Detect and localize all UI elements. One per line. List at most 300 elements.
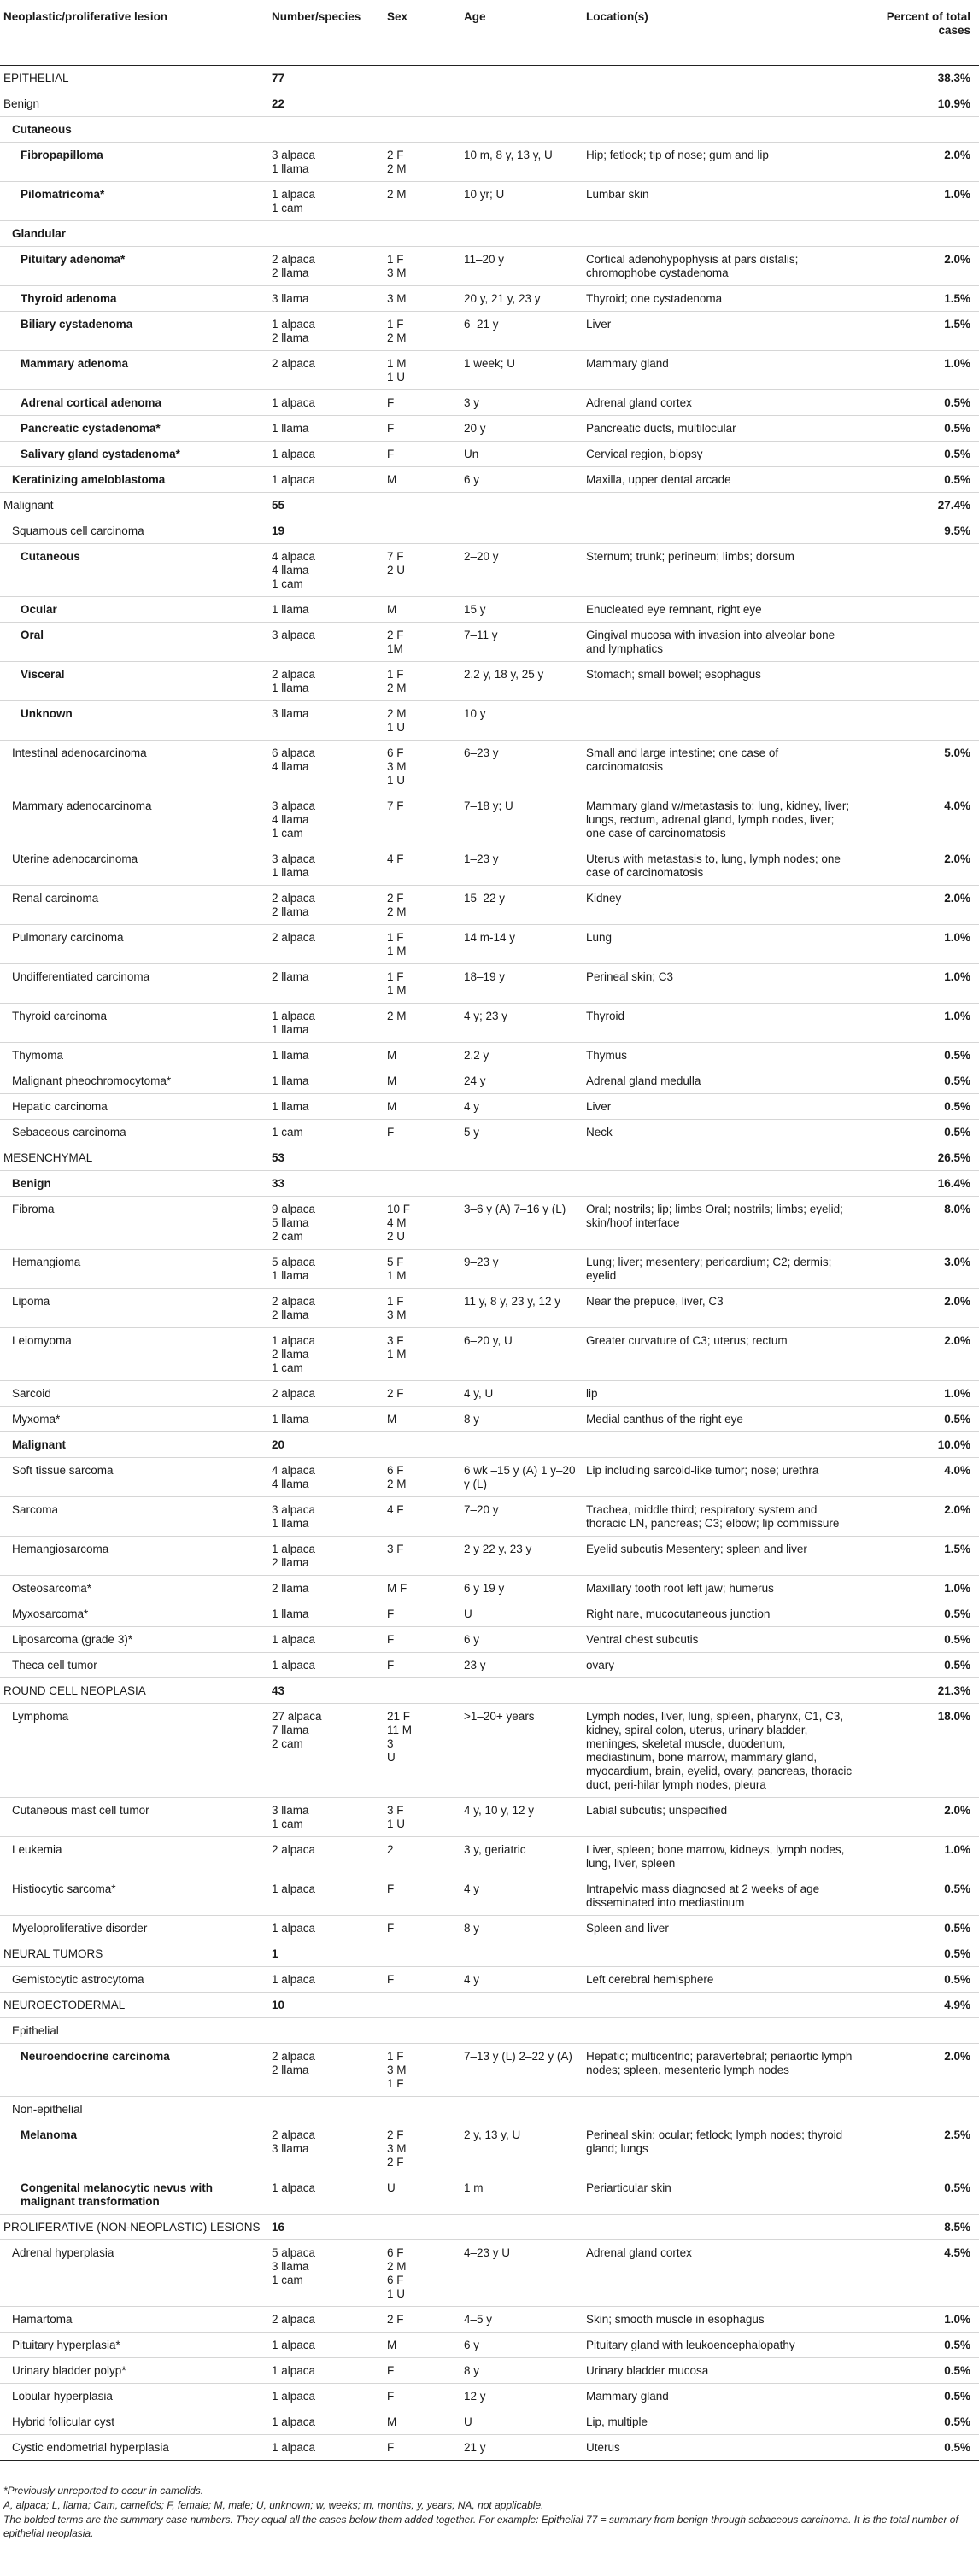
lesion-cell: Uterine adenocarcinoma	[12, 852, 138, 865]
number-species-cell: 2 alpaca 2 llama	[272, 1295, 316, 1321]
number-species-cell: 5 alpaca 3 llama 1 cam	[272, 2246, 316, 2286]
location-cell: Adrenal gland cortex	[586, 396, 692, 409]
age-cell: >1–20+ years	[464, 1710, 535, 1723]
number-species-cell: 3 llama	[272, 292, 309, 305]
location-cell: Medial canthus of the right eye	[586, 1413, 743, 1426]
table-row	[0, 1432, 979, 1458]
age-cell: 4 y, 10 y, 12 y	[464, 1804, 535, 1817]
age-cell: 20 y	[464, 422, 486, 435]
sex-cell: 2 F 3 M 2 F	[387, 2128, 407, 2169]
location-cell: Thyroid; one cystadenoma	[586, 292, 723, 305]
percent-cell: 0.5%	[944, 1100, 970, 1113]
location-cell: Skin; smooth muscle in esophagus	[586, 2313, 765, 2326]
table-row	[0, 1407, 979, 1432]
location-cell: Lip, multiple	[586, 2415, 648, 2428]
table-row	[0, 467, 979, 493]
header-number-species: Number/species	[268, 0, 384, 66]
percent-cell: 9.5%	[944, 524, 970, 537]
location-cell	[583, 2215, 858, 2240]
age-cell: 2.2 y	[464, 1049, 489, 1062]
table-row	[0, 351, 979, 390]
percent-cell: 1.5%	[944, 318, 970, 331]
table-row	[0, 1798, 979, 1837]
percent-cell: 1.0%	[944, 357, 970, 370]
location-cell: Maxillary tooth root left jaw; humerus	[586, 1582, 774, 1595]
table-row	[0, 597, 979, 623]
sex-cell	[384, 1145, 460, 1171]
age-cell	[460, 1678, 583, 1704]
percent-cell: 0.5%	[944, 1413, 970, 1426]
location-cell: Lymph nodes, liver, lung, spleen, pharynx, C1, C3, kidney, spiral colon, uterus, urinary bladder, meninges, skeletal muscle, duodenum, mediastinum, bone marrow, mammary gland, myocardium, brain, eyelid, ovary, pancreas, thoracic duct, peri-hilar lymph nodes, pleura	[586, 1710, 853, 1791]
age-cell: 4 y, U	[464, 1387, 494, 1400]
number-species-cell: 1	[272, 1947, 278, 1960]
number-species-cell: 1 alpaca	[272, 473, 316, 486]
sex-cell: F	[387, 1882, 395, 1895]
age-cell: 14 m-14 y	[464, 931, 516, 944]
lesion-cell: Hemangioma	[12, 1256, 81, 1268]
lesion-cell: Pulmonary carcinoma	[12, 931, 124, 944]
lesion-cell: Liposarcoma (grade 3)*	[12, 1633, 133, 1646]
age-cell: 6 y	[464, 2339, 480, 2351]
sex-cell: 10 F 4 M 2 U	[387, 1203, 411, 1243]
sex-cell: F	[387, 1126, 395, 1139]
lesion-cell: Malignant	[12, 1438, 66, 1451]
location-cell: Liver	[586, 1100, 612, 1113]
percent-cell: 2.0%	[944, 892, 970, 905]
table-row	[0, 1993, 979, 2018]
age-cell: 6 wk –15 y (A) 1 y–20 y (L)	[464, 1464, 576, 1490]
age-cell: 12 y	[464, 2390, 486, 2403]
percent-cell: 1.0%	[944, 1010, 970, 1022]
lesion-cell: Osteosarcoma*	[12, 1582, 92, 1595]
percent-cell: 2.0%	[944, 852, 970, 865]
location-cell: Hip; fetlock; tip of nose; gum and lip	[586, 149, 769, 161]
table-row	[0, 1876, 979, 1916]
header-location: Location(s)	[583, 0, 858, 66]
lesion-cell: Cutaneous	[12, 123, 72, 136]
lesion-cell: Cutaneous	[21, 550, 80, 563]
number-species-cell: 53	[272, 1151, 285, 1164]
lesion-cell: PROLIFERATIVE (NON-NEOPLASTIC) LESIONS	[3, 2221, 261, 2234]
table-row	[0, 1916, 979, 1941]
lesion-cell: Epithelial	[12, 2024, 59, 2037]
table-row	[0, 221, 979, 247]
age-cell	[460, 66, 583, 91]
number-species-cell: 4 alpaca 4 llama	[272, 1464, 316, 1490]
age-cell: 5 y	[464, 1126, 480, 1139]
percent-cell: 0.5%	[944, 1607, 970, 1620]
number-species-cell: 2 alpaca 2 llama	[272, 2050, 316, 2076]
number-species-cell: 55	[272, 499, 285, 512]
age-cell: 10 m, 8 y, 13 y, U	[464, 149, 553, 161]
sex-cell: 2 F 2 M	[387, 892, 407, 918]
lesion-cell: Keratinizing ameloblastoma	[12, 473, 166, 486]
location-cell: Periarticular skin	[586, 2181, 671, 2194]
sex-cell: 3 M	[387, 292, 407, 305]
table-row	[0, 662, 979, 701]
table-row	[0, 2384, 979, 2409]
lesion-cell: Fibroma	[12, 1203, 55, 1215]
sex-cell: 6 F 2 M 6 F 1 U	[387, 2246, 407, 2300]
percent-cell: 0.5%	[944, 2390, 970, 2403]
lesion-cell: Glandular	[12, 227, 67, 240]
table-row	[0, 1094, 979, 1120]
location-cell: Sternum; trunk; perineum; limbs; dorsum	[586, 550, 794, 563]
lesion-cell: EPITHELIAL	[3, 72, 69, 85]
table-header	[0, 0, 979, 66]
table-row	[0, 416, 979, 442]
table-row	[0, 1967, 979, 1993]
percent-cell: 18.0%	[937, 1710, 970, 1723]
table-row	[0, 1704, 979, 1798]
percent-cell: 10.0%	[937, 1438, 970, 1451]
sex-cell: 1 F 2 M	[387, 318, 407, 344]
lesion-cell: Urinary bladder polyp*	[12, 2364, 126, 2377]
location-cell: ovary	[586, 1659, 615, 1671]
lesion-cell: Sarcoid	[12, 1387, 51, 1400]
number-species-cell: 1 llama	[272, 1074, 309, 1087]
table-row	[0, 2122, 979, 2175]
sex-cell	[384, 1993, 460, 2018]
percent-cell: 5.0%	[944, 746, 970, 759]
table-row	[0, 518, 979, 544]
table-row	[0, 2044, 979, 2097]
sex-cell: 1 F 3 M 1 F	[387, 2050, 407, 2090]
table-row	[0, 312, 979, 351]
location-cell	[583, 1432, 858, 1458]
location-cell: Perineal skin; C3	[586, 970, 674, 983]
footnote-abbreviations: A, alpaca; L, llama; Cam, camelids; F, female; M, male; U, unknown; w, weeks; m, months; y, years; NA, not applicable.	[3, 2499, 544, 2511]
table-row	[0, 1145, 979, 1171]
table-row	[0, 1068, 979, 1094]
table-body	[0, 66, 979, 2461]
table-row	[0, 1627, 979, 1653]
table-row	[0, 2175, 979, 2215]
location-cell: Mammary gland	[586, 357, 669, 370]
table-row	[0, 1497, 979, 1537]
location-cell: Mammary gland w/metastasis to; lung, kidney, liver; lungs, rectum, adrenal gland, lymph nodes, liver; one case of carcinomatosis	[586, 799, 850, 840]
location-cell	[583, 518, 858, 544]
percent-cell: 1.5%	[944, 292, 970, 305]
location-cell: Thymus	[586, 1049, 628, 1062]
sex-cell	[384, 493, 460, 518]
sex-cell: 2 M 1 U	[387, 707, 407, 734]
table-row	[0, 2307, 979, 2333]
number-species-cell: 1 alpaca	[272, 1633, 316, 1646]
percent-cell: 0.5%	[944, 1922, 970, 1935]
sex-cell: 6 F 3 M 1 U	[387, 746, 407, 787]
sex-cell: M	[387, 603, 397, 616]
sex-cell: 1 F 2 M	[387, 668, 407, 694]
sex-cell: 5 F 1 M	[387, 1256, 407, 1282]
percent-cell: 2.5%	[944, 2128, 970, 2141]
lesion-cell: Hemangiosarcoma	[12, 1543, 109, 1555]
percent-cell	[858, 701, 979, 741]
sex-cell: 2 F	[387, 2313, 404, 2326]
sex-cell: M	[387, 1100, 397, 1113]
percent-cell: 2.0%	[944, 253, 970, 266]
percent-cell: 1.0%	[944, 2313, 970, 2326]
table-row	[0, 886, 979, 925]
number-species-cell: 3 llama	[272, 707, 309, 720]
age-cell	[460, 117, 583, 143]
number-species-cell: 1 alpaca	[272, 1922, 316, 1935]
lesion-cell: NEURAL TUMORS	[3, 1947, 103, 1960]
location-cell: Maxilla, upper dental arcade	[586, 473, 731, 486]
age-cell	[460, 1171, 583, 1197]
number-species-cell: 1 llama	[272, 1049, 309, 1062]
location-cell	[583, 701, 858, 741]
age-cell: 15–22 y	[464, 892, 506, 905]
lesion-cell: Lymphoma	[12, 1710, 69, 1723]
age-cell: 9–23 y	[464, 1256, 499, 1268]
location-cell: Trachea, middle third; respiratory system and thoracic LN, pancreas; C3; elbow; lip commissure	[586, 1503, 840, 1530]
number-species-cell: 2 alpaca	[272, 357, 316, 370]
sex-cell: F	[387, 2364, 395, 2377]
location-cell: Hepatic; multicentric; paravertebral; periaortic lymph nodes; spleen, mesenteric lymph nodes	[586, 2050, 853, 2076]
number-species-cell: 6 alpaca 4 llama	[272, 746, 316, 773]
number-species-cell	[268, 2097, 384, 2122]
percent-cell: 3.0%	[944, 1256, 970, 1268]
percent-cell	[858, 2097, 979, 2122]
sex-cell: 6 F 2 M	[387, 1464, 407, 1490]
percent-cell: 0.5%	[944, 1126, 970, 1139]
location-cell: Thyroid	[586, 1010, 625, 1022]
lesion-cell: Cystic endometrial hyperplasia	[12, 2441, 169, 2454]
location-cell: Greater curvature of C3; uterus; rectum	[586, 1334, 788, 1347]
lesion-cell: Thymoma	[12, 1049, 64, 1062]
lesion-cell: Hepatic carcinoma	[12, 1100, 108, 1113]
age-cell: 6 y 19 y	[464, 1582, 505, 1595]
sex-cell: 1 F 1 M	[387, 970, 407, 997]
lesion-cell: Salivary gland cystadenoma*	[21, 448, 180, 460]
sex-cell: 1 F 1 M	[387, 931, 407, 957]
age-cell: 3–6 y (A) 7–16 y (L)	[464, 1203, 566, 1215]
number-species-cell: 2 alpaca 2 llama	[272, 253, 316, 279]
location-cell	[583, 2097, 858, 2122]
sex-cell: 2 F	[387, 1387, 404, 1400]
age-cell: 6–21 y	[464, 318, 499, 331]
lesion-cell: Visceral	[21, 668, 65, 681]
lesion-cell: Undifferentiated carcinoma	[12, 970, 150, 983]
table-row	[0, 2358, 979, 2384]
lesion-cell: Cutaneous mast cell tumor	[12, 1804, 149, 1817]
location-cell	[583, 1678, 858, 1704]
table-row	[0, 544, 979, 597]
sex-cell	[384, 66, 460, 91]
table-row	[0, 2435, 979, 2461]
number-species-cell: 16	[272, 2221, 285, 2234]
location-cell: Gingival mucosa with invasion into alveolar bone and lymphatics	[586, 629, 835, 655]
age-cell: 7–11 y	[464, 629, 498, 641]
percent-cell: 0.5%	[944, 2364, 970, 2377]
lesion-cell: Soft tissue sarcoma	[12, 1464, 114, 1477]
number-species-cell: 1 alpaca	[272, 396, 316, 409]
table-row	[0, 2215, 979, 2240]
lesion-cell: Congenital melanocytic nevus with malignant transformation	[21, 2181, 214, 2208]
table-row	[0, 1250, 979, 1289]
location-cell: Cortical adenohypophysis at pars distalis; chromophobe cystadenoma	[586, 253, 799, 279]
table-row	[0, 286, 979, 312]
lesion-cell: Lipoma	[12, 1295, 50, 1308]
percent-cell: 0.5%	[944, 1633, 970, 1646]
lesion-cell: Theca cell tumor	[12, 1659, 97, 1671]
lesion-cell: Benign	[3, 97, 40, 110]
percent-cell: 26.5%	[937, 1151, 970, 1164]
sex-cell: 1 F 3 M	[387, 1295, 407, 1321]
number-species-cell: 27 alpaca 7 llama 2 cam	[272, 1710, 322, 1750]
location-cell: Urinary bladder mucosa	[586, 2364, 709, 2377]
sex-cell	[384, 1171, 460, 1197]
lesion-cell: Pituitary hyperplasia*	[12, 2339, 120, 2351]
sex-cell	[384, 117, 460, 143]
location-cell: lip	[586, 1387, 598, 1400]
age-cell: 15 y	[464, 603, 486, 616]
sex-cell: 2 F 1M	[387, 629, 404, 655]
number-species-cell: 43	[272, 1684, 285, 1697]
sex-cell: 2 M	[387, 1010, 407, 1022]
percent-cell: 0.5%	[944, 1659, 970, 1671]
percent-cell: 4.5%	[944, 2246, 970, 2259]
age-cell: 4 y; 23 y	[464, 1010, 508, 1022]
sex-cell	[384, 518, 460, 544]
lesion-cell: Thyroid carcinoma	[12, 1010, 108, 1022]
number-species-cell: 1 alpaca 2 llama	[272, 318, 316, 344]
number-species-cell: 3 alpaca 1 llama	[272, 852, 316, 879]
sex-cell: F	[387, 1973, 395, 1986]
age-cell: 1–23 y	[464, 852, 499, 865]
age-cell: 24 y	[464, 1074, 486, 1087]
location-cell: Lip including sarcoid-like tumor; nose; urethra	[586, 1464, 819, 1477]
number-species-cell: 1 llama	[272, 422, 309, 435]
age-cell: 4–5 y	[464, 2313, 493, 2326]
sex-cell: M	[387, 1413, 397, 1426]
percent-cell: 38.3%	[937, 72, 970, 85]
table-row	[0, 701, 979, 741]
age-cell	[460, 221, 583, 247]
number-species-cell: 1 alpaca 2 llama	[272, 1543, 316, 1569]
table-row	[0, 442, 979, 467]
age-cell: 1 week; U	[464, 357, 516, 370]
age-cell: 4–23 y U	[464, 2246, 511, 2259]
number-species-cell: 19	[272, 524, 285, 537]
sex-cell: 3 F	[387, 1543, 404, 1555]
percent-cell: 10.9%	[937, 97, 970, 110]
number-species-cell: 2 llama	[272, 1582, 309, 1595]
table-row	[0, 964, 979, 1004]
sex-cell: F	[387, 1633, 395, 1646]
sex-cell: 1 M 1 U	[387, 357, 407, 383]
table-row	[0, 1197, 979, 1250]
table-row	[0, 117, 979, 143]
table-row	[0, 1653, 979, 1678]
table-row	[0, 1537, 979, 1576]
lesion-cell: Malignant pheochromocytoma*	[12, 1074, 172, 1087]
lesion-cell: Hybrid follicular cyst	[12, 2415, 115, 2428]
number-species-cell: 10	[272, 1999, 285, 2011]
location-cell: Intrapelvic mass diagnosed at 2 weeks of age disseminated into mediastinum	[586, 1882, 820, 1909]
location-cell: Labial subcutis; unspecified	[586, 1804, 728, 1817]
number-species-cell: 2 alpaca	[272, 1843, 316, 1856]
number-species-cell	[268, 221, 384, 247]
location-cell	[583, 2018, 858, 2044]
percent-cell: 27.4%	[937, 499, 970, 512]
sex-cell	[384, 2097, 460, 2122]
sex-cell: M	[387, 473, 397, 486]
header-sex: Sex	[384, 0, 460, 66]
sex-cell: F	[387, 1607, 395, 1620]
number-species-cell: 1 llama	[272, 603, 309, 616]
age-cell: 2 y 22 y, 23 y	[464, 1543, 532, 1555]
number-species-cell: 1 alpaca 2 llama 1 cam	[272, 1334, 316, 1374]
percent-cell: 1.0%	[944, 1843, 970, 1856]
lesion-cell: Mammary adenocarcinoma	[12, 799, 152, 812]
number-species-cell: 1 alpaca	[272, 1973, 316, 1986]
age-cell	[460, 2018, 583, 2044]
lesion-cell: Malignant	[3, 499, 54, 512]
age-cell: 6 y	[464, 473, 480, 486]
sex-cell: F	[387, 422, 395, 435]
number-species-cell: 3 alpaca	[272, 629, 316, 641]
table-footnotes	[3, 2484, 969, 2541]
percent-cell: 0.5%	[944, 2181, 970, 2194]
lesion-cell: Sebaceous carcinoma	[12, 1126, 126, 1139]
number-species-cell: 1 alpaca	[272, 2181, 316, 2194]
age-cell	[460, 91, 583, 117]
location-cell: Lung; liver; mesentery; pericardium; C2; dermis; eyelid	[586, 1256, 832, 1282]
location-cell: Adrenal gland medulla	[586, 1074, 701, 1087]
percent-cell: 2.0%	[944, 1334, 970, 1347]
number-species-cell: 5 alpaca 1 llama	[272, 1256, 316, 1282]
age-cell: 10 y	[464, 707, 486, 720]
sex-cell: 2 F 2 M	[387, 149, 407, 175]
location-cell: Lumbar skin	[586, 188, 649, 201]
table-row	[0, 1043, 979, 1068]
location-cell: Enucleated eye remnant, right eye	[586, 603, 762, 616]
percent-cell: 4.9%	[944, 1999, 970, 2011]
table-row	[0, 247, 979, 286]
table-row	[0, 846, 979, 886]
percent-cell	[858, 221, 979, 247]
number-species-cell: 20	[272, 1438, 285, 1451]
location-cell	[583, 493, 858, 518]
footnote-bold-terms: The bolded terms are the summary case numbers. They equal all the cases below them added together. For example: Epithelial 77 = summary from benign through sebaceous carcinoma. It is the total number of epithelial neoplasia.	[3, 2514, 958, 2539]
number-species-cell: 2 alpaca 1 llama	[272, 668, 316, 694]
header-age: Age	[460, 0, 583, 66]
table-row	[0, 91, 979, 117]
percent-cell: 1.0%	[944, 1582, 970, 1595]
age-cell: 7–20 y	[464, 1503, 499, 1516]
lesion-cell: Myxosarcoma*	[12, 1607, 89, 1620]
footnote-asterisk: *Previously unreported to occur in camelids.	[3, 2485, 204, 2497]
table-row	[0, 66, 979, 91]
number-species-cell: 2 llama	[272, 970, 309, 983]
lesion-cell: Non-epithelial	[12, 2103, 83, 2116]
percent-cell	[858, 597, 979, 623]
percent-cell: 4.0%	[944, 1464, 970, 1477]
number-species-cell: 2 alpaca 2 llama	[272, 892, 316, 918]
age-cell: 2–20 y	[464, 550, 499, 563]
sex-cell: 1 F 3 M	[387, 253, 407, 279]
lesion-cell: Benign	[12, 1177, 51, 1190]
percent-cell: 0.5%	[944, 2415, 970, 2428]
lesion-cell: Adrenal cortical adenoma	[21, 396, 162, 409]
percent-cell: 2.0%	[944, 1503, 970, 1516]
number-species-cell: 9 alpaca 5 llama 2 cam	[272, 1203, 316, 1243]
table-row	[0, 1601, 979, 1627]
location-cell	[583, 117, 858, 143]
table-row	[0, 1458, 979, 1497]
